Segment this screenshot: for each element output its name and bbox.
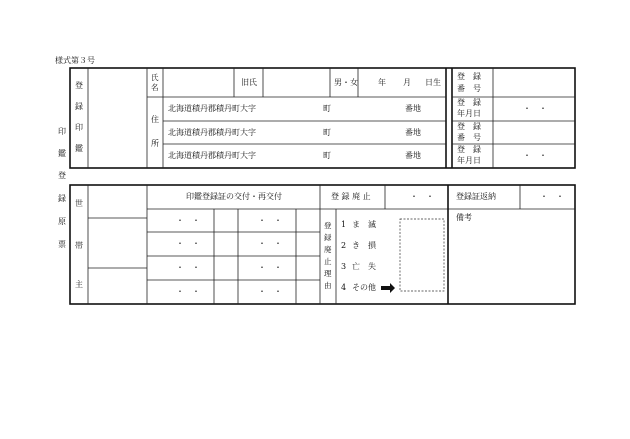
- address-banchi: 番地: [405, 151, 421, 160]
- main-title-char: 原: [58, 217, 66, 226]
- householder-label: 帯: [75, 241, 83, 250]
- reason-number: 1: [341, 220, 347, 229]
- return-header: 登録証返納: [456, 192, 496, 201]
- registration-date-value: ・ ・: [523, 151, 547, 160]
- abolish-header: 登 録 廃 止: [331, 192, 371, 201]
- issue-date-cell: ・ ・: [258, 287, 282, 296]
- issue-date-cell: ・ ・: [258, 216, 282, 225]
- name-label: 名: [151, 83, 159, 92]
- reason-number: 2: [341, 241, 347, 250]
- registered-seal-label: 鑑: [75, 144, 83, 153]
- reason-label: 登: [324, 221, 332, 230]
- reason-label: 理: [324, 269, 332, 278]
- reason-label: 廃: [324, 245, 332, 254]
- remarks-label: 備考: [456, 213, 472, 222]
- address-prefix: 北海道積丹郡積丹町大字: [168, 104, 256, 113]
- reason-number: 3: [341, 262, 347, 271]
- birth-day-label: 日生: [425, 78, 441, 87]
- address-town: 町: [323, 128, 331, 137]
- registration-number-label: 番 号: [457, 133, 481, 142]
- registered-seal-label: 録: [75, 102, 83, 111]
- reason-label: 録: [324, 233, 332, 242]
- address-label: 住: [151, 115, 159, 124]
- registration-date-value: ・ ・: [523, 104, 547, 113]
- issue-date-cell: ・ ・: [176, 263, 200, 272]
- abolish-date: ・ ・: [410, 192, 434, 201]
- address-banchi: 番地: [405, 128, 421, 137]
- householder-label: 世: [75, 199, 83, 208]
- address-town: 町: [323, 104, 331, 113]
- address-prefix: 北海道積丹郡積丹町大字: [168, 128, 256, 137]
- main-title-char: 登: [58, 171, 66, 180]
- arrow-icon: [381, 283, 395, 293]
- address-label: 所: [151, 139, 159, 148]
- registration-number-label: 登 録: [457, 122, 481, 131]
- registered-seal-label: 登: [75, 81, 83, 90]
- return-date: ・ ・: [540, 192, 564, 201]
- registration-date-label: 年月日: [457, 156, 481, 165]
- birth-year-label: 年: [378, 78, 386, 87]
- issue-date-cell: ・ ・: [176, 239, 200, 248]
- address-banchi: 番地: [405, 104, 421, 113]
- issue-date-cell: ・ ・: [176, 287, 200, 296]
- issue-date-cell: ・ ・: [258, 239, 282, 248]
- issue-header: 印鑑登録証の交付・再交付: [186, 192, 282, 201]
- reason-text: き 損: [352, 241, 376, 250]
- name-label: 氏: [151, 73, 159, 82]
- registration-number-label: 登 録: [457, 72, 481, 81]
- householder-label: 主: [75, 280, 83, 289]
- former-name-label: 旧氏: [241, 78, 257, 87]
- main-title-char: 鑑: [58, 149, 66, 158]
- registered-seal-label: 印: [75, 123, 83, 132]
- main-title-char: 録: [58, 194, 66, 203]
- reason-label: 由: [324, 281, 332, 290]
- form-number: 様式第３号: [55, 56, 95, 65]
- registration-date-label: 年月日: [457, 109, 481, 118]
- address-town: 町: [323, 151, 331, 160]
- reason-text: その他: [352, 283, 376, 292]
- issue-date-cell: ・ ・: [176, 216, 200, 225]
- birth-month-label: 月: [403, 78, 411, 87]
- registration-number-label: 番 号: [457, 84, 481, 93]
- reason-text: ま 滅: [352, 220, 376, 229]
- gender-label: 男・女: [334, 78, 358, 87]
- issue-date-cell: ・ ・: [258, 263, 282, 272]
- reason-number: 4: [341, 283, 347, 292]
- address-prefix: 北海道積丹郡積丹町大字: [168, 151, 256, 160]
- reason-label: 止: [324, 257, 332, 266]
- registration-date-label: 登 録: [457, 145, 481, 154]
- reason-text: 亡 失: [352, 262, 376, 271]
- main-title-char: 票: [58, 240, 66, 249]
- registration-date-label: 登 録: [457, 98, 481, 107]
- main-title-char: 印: [58, 127, 66, 136]
